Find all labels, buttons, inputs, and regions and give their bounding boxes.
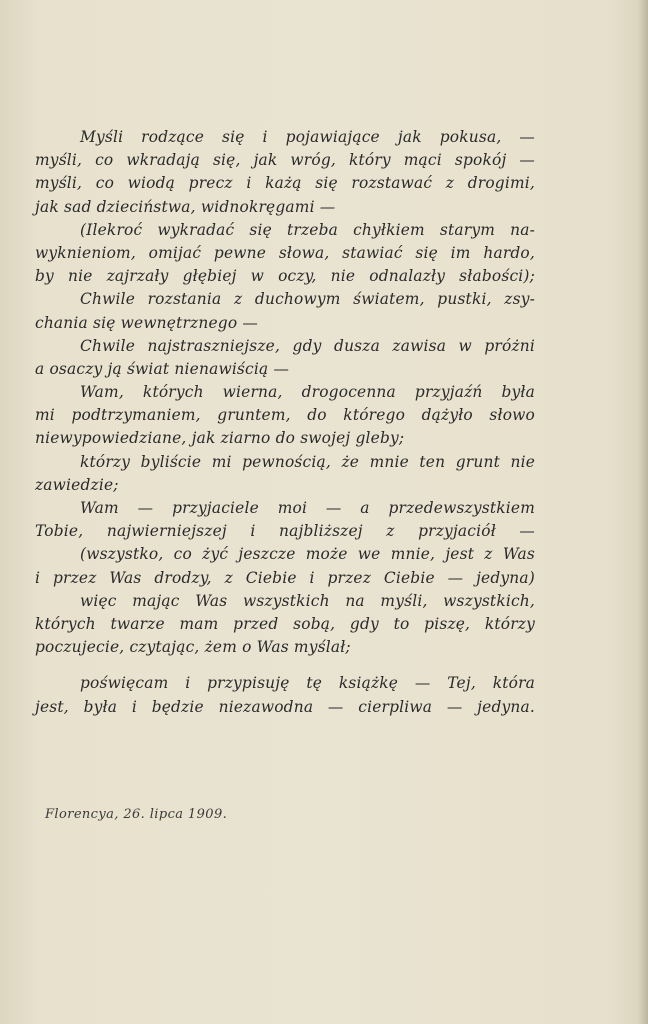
text-line: i przez Was drodzy, z Ciebie i przez Ciebie — jedyna): [35, 568, 535, 587]
text-line: wyknieniom, omijać pewne słowa, stawiać się im hardo,: [35, 243, 535, 262]
text-line: którzy byliście mi pewnością, że mnie ten grunt nie: [80, 452, 535, 471]
text-line: poświęcam i przypisuję tę książkę — Tej, która: [80, 674, 535, 693]
text-line: myśli, co wkradają się, jak wróg, który mąci spokój —: [35, 151, 535, 170]
text-line: Tobie, najwierniejszej i najbliższej z przyjaciół —: [35, 522, 535, 541]
text-line: by nie zajrzały głębiej w oczy, nie odnalazły słabości);: [35, 267, 535, 286]
text-line: których twarze mam przed sobą, gdy to piszę, którzy: [35, 614, 535, 633]
text-line: (Ilekroć wykradać się trzeba chyłkiem starym na-: [80, 220, 535, 239]
text-line: Wam, których wierna, drogocenna przyjaźń była: [80, 383, 535, 402]
text-line: zawiedzie;: [35, 475, 119, 494]
text-line: jest, była i będzie niezawodna — cierpliwa — jedyna.: [35, 697, 535, 716]
text-line: myśli, co wiodą precz i każą się rozstawać z drogimi,: [35, 174, 535, 193]
text-line: niewypowiedziane, jak ziarno do swojej gleby;: [35, 429, 405, 448]
text-line: Wam — przyjaciele moi — a przedewszystkiem: [80, 499, 535, 517]
place-date-signature: Florencya, 26. lipca 1909.: [45, 807, 228, 822]
text-line: Myśli rodzące się i pojawiające jak pokusa, —: [80, 128, 535, 146]
text-line: poczujecie, czytając, żem o Was myślał;: [35, 638, 351, 657]
text-line: Chwile rozstania z duchowym światem, pustki, zsy-: [80, 290, 535, 309]
text-line: mi podtrzymaniem, gruntem, do którego dążyło słowo: [35, 406, 535, 425]
dedication-text: [35, 126, 535, 719]
text-line: (wszystko, co żyć jeszcze może we mnie, jest z Was: [80, 545, 535, 564]
text-line: jak sad dzieciństwa, widnokręgami —: [35, 197, 336, 216]
text-line: Chwile najstraszniejsze, gdy dusza zawisa w próżni: [80, 336, 535, 355]
text-line: chania się wewnętrznego —: [35, 313, 258, 332]
text-line: więc mając Was wszystkich na myśli, wszystkich,: [80, 591, 535, 610]
text-line: a osaczy ją świat nienawiścią —: [35, 359, 290, 378]
page-edge-shadow: [638, 0, 648, 1024]
